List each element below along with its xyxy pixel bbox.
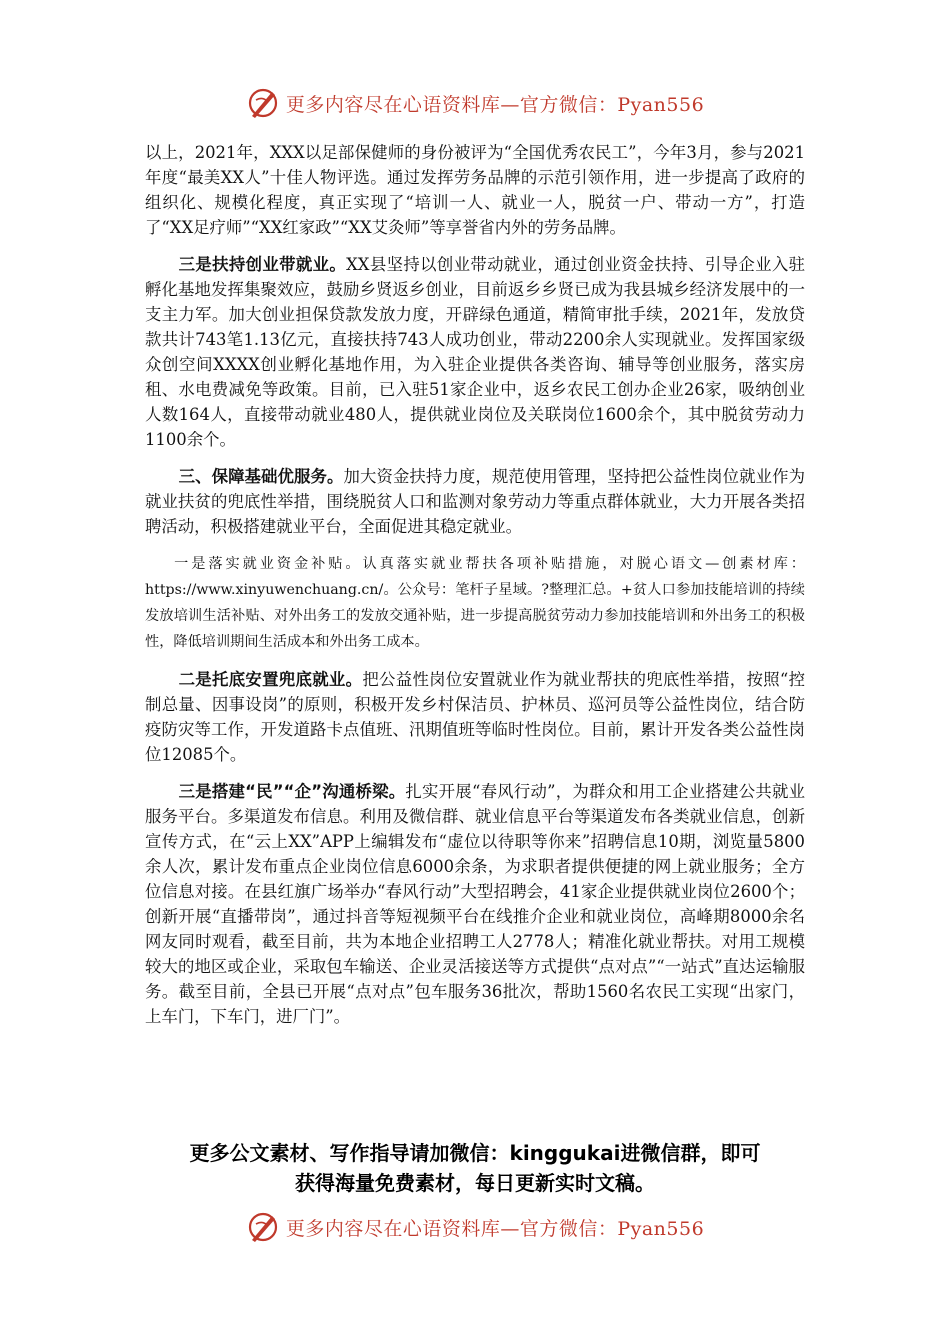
promo-banner: [140, 1138, 810, 1198]
promo-line-2: 获得海量免费素材，每日更新实时文稿。: [295, 1171, 655, 1195]
watermark-text: 更多内容尽在心语资料库—官方微信：Pyan556: [285, 1217, 705, 1240]
paragraph-text: 扎实开展“春风行动”，为群众和用工企业搭建公共就业服务平台。多渠道发布信息。利用及微信群、就业信息平台等渠道发布各类就业信息，创新宣传方式，在“云上XX”APP上编辑发布“虚位以待职等你来”招聘信息10期，浏览量5800余人次，累计发布重点企业岗位信息6000余条，为求职者提供便捷的网上就业服务；全方位信息对接。在县红旗广场举办“春风行动”大型招聘会，41家企业提供就业岗位2600个；创新开展“直播带岗”，通过抖音等短视频平台在线推介企业和就业岗位，高峰期8000余名网友同时观看，截至目前，共为本地企业招聘工人2778人；精准化就业帮扶。对用工规模较大的地区或企业，采取包车输送、企业灵活接送等方式提供“点对点”“一站式”直达运输服务。截至目前，全县已开展“点对点”包车服务36批次，帮助1560名农民工实现“出家门，上车门，下车门，进厂门”。: [145, 782, 805, 1026]
paragraph-4: [145, 551, 805, 655]
paragraph-text: XX县坚持以创业带动就业，通过创业资金扶持、引导企业入驻孵化基地发挥集聚效应，鼓励乡贤返乡创业，目前返乡乡贤已成为我县城乡经济发展中的一支主力军。加大创业担保贷款发放力度，开辟绿色通道，精简审批手续，2021年，发放贷款共计743笔1.13亿元，直接扶持743人成功创业，带动2200余人实现就业。发挥国家级众创空间XXXX创业孵化基地作用，为入驻企业提供各类咨询、辅导等创业服务，落实房租、水电费减免等政策。目前，已入驻51家企业中，返乡农民工创办企业26家，吸纳创业人数164人，直接带动就业480人，提供就业岗位及关联岗位1600余个，其中脱贫劳动力1100余个。: [145, 255, 805, 449]
pen-logo-icon: [246, 86, 280, 120]
paragraph-5: [145, 667, 805, 767]
paragraph-text: 以上，2021年，XXX以足部保健师的身份被评为“全国优秀农民工”，今年3月，参与2021年度“最美XX人”十佳人物评选。通过发挥劳务品牌的示范引领作用，进一步提高了政府的组织化、规模化程度，真正实现了“培训一人、就业一人，脱贫一户、带动一方”，打造了“XX足疗师”“XX红家政”“XX艾灸师”等享誉省内外的劳务品牌。: [145, 143, 805, 237]
promo-line-1: 更多公文素材、写作指导请加微信：kinggukai进微信群，即可: [189, 1141, 761, 1165]
paragraph-text: 一是落实就业资金补贴。认真落实就业帮扶各项补贴措施，对脱心语文—创素材库：https://www.xinyuwenchuang.cn/。公众号：笔杆子星域。?整理汇总。+贫人口参加技能培训的持续发放培训生活补贴、对外出务工的发放交通补贴，进一步提高脱贫劳动力参加技能培训和外出务工的积极性，降低培训期间生活成本和外出务工成本。: [145, 556, 805, 650]
paragraph-6: [145, 779, 805, 1029]
paragraph-text: 把公益性岗位安置就业作为就业帮扶的兜底性举措，按照“控制总量、因事设岗”的原则，积极开发乡村保洁员、护林员、巡河员等公益性岗位，结合防疫防灾等工作，开发道路卡点值班、汛期值班等临时性岗位。目前，累计开发各类公益性岗位12085个。: [145, 670, 805, 764]
watermark-footer: [0, 1210, 950, 1244]
paragraph-lead: 三是扶持创业带就业。: [178, 255, 347, 274]
paragraph-2: [145, 252, 805, 452]
paragraph-lead: 三是搭建“民”“企”沟通桥梁。: [178, 782, 406, 801]
paragraph-text: 加大资金扶持力度，规范使用管理，坚持把公益性岗位就业作为就业扶贫的兜底性举措，围绕脱贫人口和监测对象劳动力等重点群体就业，大力开展各类招聘活动，积极搭建就业平台，全面促进其稳定就业。: [145, 467, 806, 536]
document-body: [145, 140, 805, 1041]
watermark-text: 更多内容尽在心语资料库—官方微信：Pyan556: [285, 93, 705, 116]
paragraph-1: [145, 140, 805, 240]
watermark-header: [0, 86, 950, 120]
paragraph-lead: 二是托底安置兜底就业。: [178, 670, 363, 689]
paragraph-3: [145, 464, 805, 539]
pen-logo-icon: [246, 1210, 280, 1244]
paragraph-lead: 三、保障基础优服务。: [178, 467, 344, 486]
